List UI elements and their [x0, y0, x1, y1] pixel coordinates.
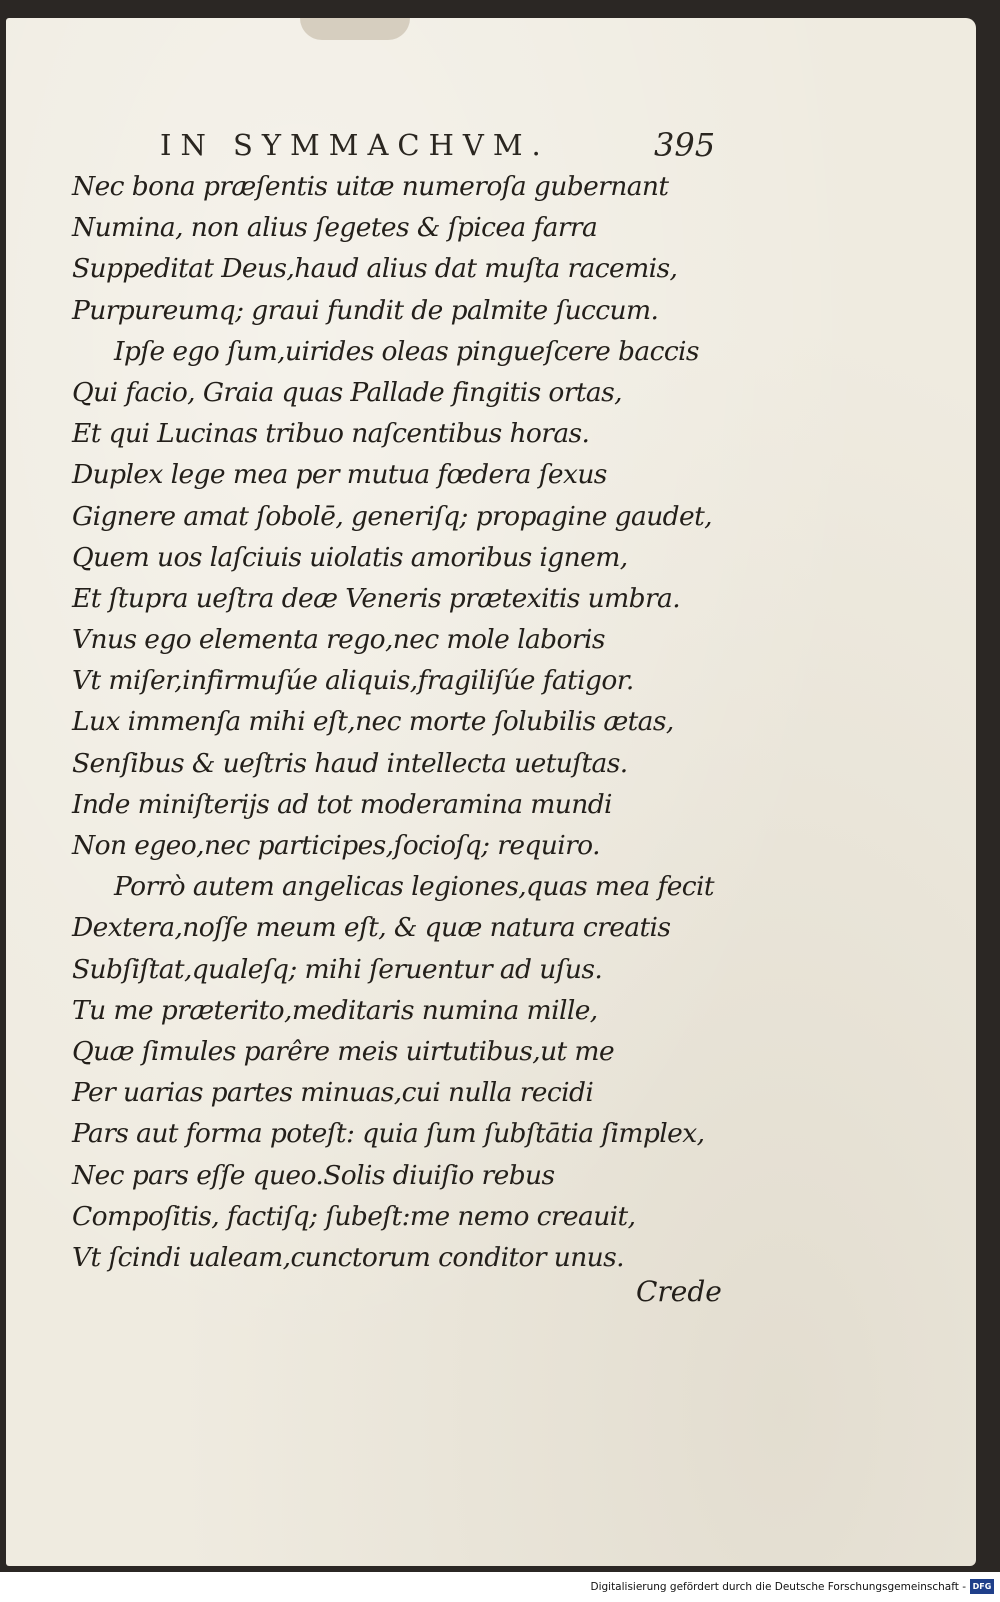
verse-line: Tu me præterito,meditaris numina mille, — [72, 994, 598, 1026]
running-title: IN SYMMACHVM. — [160, 128, 550, 162]
verse-line: Numina, non alius ſegetes & ſpicea farra — [72, 212, 598, 244]
paper-tear-mark — [300, 18, 410, 40]
verse-line: Qui facio, Graia quas Pallade fingitis ortas, — [72, 376, 622, 408]
verse-line: Gignere amat ſobolē, generiſq; propagine gaudet, — [72, 500, 712, 532]
verse-line: Ipſe ego ſum,uirides oleas pingueſcere baccis — [114, 335, 699, 367]
verse-line: Subſiſtat,qualeſq; mihi ſeruentur ad uſus. — [72, 953, 603, 985]
verse-line: Vt ſcindi ualeam,cunctorum conditor unus. — [72, 1241, 624, 1273]
verse-line: Inde miniſterijs ad tot moderamina mundi — [72, 788, 612, 820]
footer-bar — [0, 1572, 1000, 1602]
verse-line: Porrò autem angelicas legiones,quas mea fecit — [114, 871, 714, 903]
verse-line: Vnus ego elementa rego,nec mole laboris — [72, 624, 605, 656]
verse-line: Et ſtupra ueſtra deæ Veneris prætexitis umbra. — [72, 582, 681, 614]
verse-line: Purpureumq; graui fundit de palmite ſuccum. — [72, 294, 659, 326]
verse-line: Suppeditat Deus,haud alius dat muſta racemis, — [72, 253, 678, 285]
page-number: 395 — [654, 126, 716, 164]
verse-line: Nec pars eſſe queo.Solis diuiſio rebus — [72, 1159, 555, 1191]
verse-line: Vt miſer,infirmuſúe aliquis,fragiliſúe fatigor. — [72, 665, 634, 697]
catchword: Crede — [636, 1275, 722, 1308]
running-head — [160, 128, 720, 168]
verse-line: Lux immenſa mihi eſt,nec morte ſolubilis ætas, — [72, 706, 674, 738]
verse-line: Compoſitis, factiſq; ſubeſt:me nemo creauit, — [72, 1200, 636, 1232]
funding-credit: Digitalisierung gefördert durch die Deutsche Forschungsgemeinschaft - — [590, 1581, 966, 1593]
verse-line: Senſibus & ueſtris haud intellecta uetuſtas. — [72, 747, 628, 779]
verse-line: Per uarias partes minuas,cui nulla recidi — [72, 1077, 594, 1109]
verse-line: Dextera,noſſe meum eſt, & quæ natura creatis — [72, 912, 671, 944]
dfg-logo[interactable]: DFG — [970, 1579, 994, 1594]
verse-line: Quem uos laſciuis uiolatis amoribus ignem, — [72, 541, 628, 573]
verse-line: Pars aut forma poteſt: quia ſum ſubſtātia ſimplex, — [72, 1118, 705, 1150]
verse-block — [72, 166, 732, 1278]
verse-line: Non egeo,nec participes,ſocioſq; requiro. — [72, 830, 600, 861]
verse-line: Et qui Lucinas tribuo naſcentibus horas. — [72, 418, 590, 450]
verse-line: Quæ ſimules parêre meis uirtutibus,ut me — [72, 1035, 615, 1067]
verse-line: Duplex lege mea per mutua fœdera ſexus — [72, 459, 607, 491]
verse-line: Nec bona præſentis uitæ numeroſa gubernant — [72, 171, 669, 202]
